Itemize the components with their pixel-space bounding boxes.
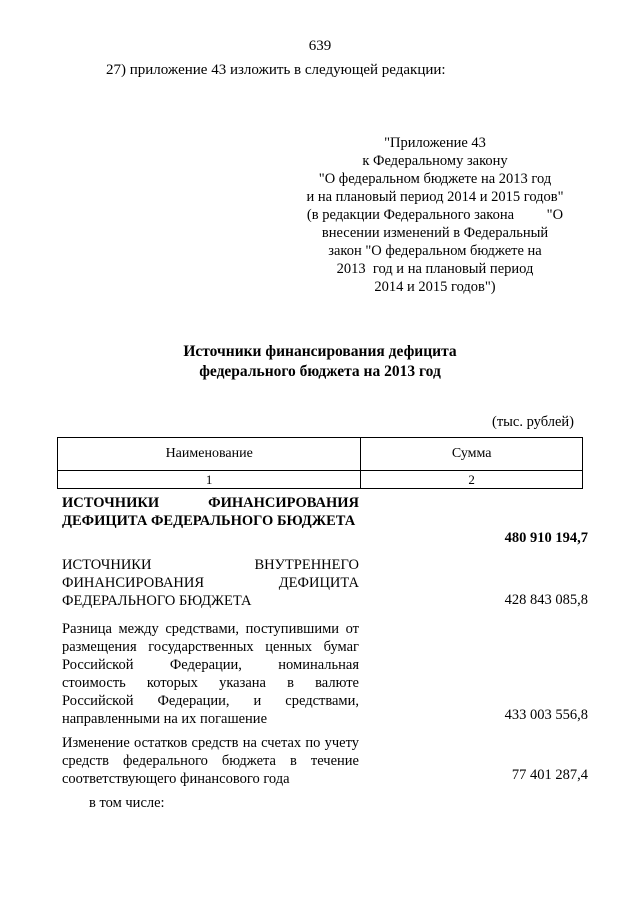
page-number: 639 bbox=[308, 38, 332, 54]
appendix-line: "Приложение 43 bbox=[384, 135, 486, 151]
appendix-line: (в редакции Федерального закона "О bbox=[306, 207, 564, 223]
row-name: ИСТОЧНИКИ ФИНАНСИРОВАНИЯ ДЕФИЦИТА ФЕДЕРАЛЬНОГО БЮДЖЕТА bbox=[62, 495, 359, 529]
amendment-instruction: 27) приложение 43 изложить в следующей редакции: bbox=[106, 62, 446, 78]
appendix-line: 2014 и 2015 годов") bbox=[374, 279, 496, 295]
document-title bbox=[0, 342, 640, 382]
title-line: Источники финансирования дефицита bbox=[183, 343, 457, 360]
title-line: федерального бюджета на 2013 год bbox=[199, 363, 441, 380]
appendix-line: 2013 год и на плановый период bbox=[336, 261, 534, 277]
row-name: Изменение остатков средств на счетах по учету средств федерального бюджета в течение соответствующего финансового года bbox=[62, 735, 359, 787]
column-number-2: 2 bbox=[361, 471, 583, 489]
table-header bbox=[57, 437, 583, 489]
column-header-name: Наименование bbox=[58, 438, 361, 471]
appendix-line: "О федеральном бюджете на 2013 год bbox=[318, 171, 552, 187]
appendix-header bbox=[270, 134, 600, 296]
including-label: в том числе: bbox=[89, 795, 165, 811]
appendix-line: и на плановый период 2014 и 2015 годов" bbox=[306, 189, 564, 205]
appendix-line: закон "О федеральном бюджете на bbox=[328, 243, 542, 259]
row-amount: 433 003 556,8 bbox=[504, 707, 588, 723]
row-amount: 77 401 287,4 bbox=[511, 767, 588, 783]
appendix-line: внесении изменений в Федеральный bbox=[321, 225, 549, 241]
column-number-1: 1 bbox=[58, 471, 361, 489]
row-amount: 480 910 194,7 bbox=[504, 530, 588, 546]
row-amount: 428 843 085,8 bbox=[504, 592, 588, 608]
row-name: Разница между средствами, поступившими от размещения государственных ценных бумаг Российской Федерации, номинальная стоимость которых указана в валюте Российской Федерации, и средствами, направленными на их погашение bbox=[62, 621, 359, 727]
appendix-line: к Федеральному закону bbox=[362, 153, 508, 169]
column-header-amount: Сумма bbox=[361, 438, 583, 471]
row-name: ИСТОЧНИКИ ВНУТРЕННЕГО ФИНАНСИРОВАНИЯ ДЕФИЦИТА ФЕДЕРАЛЬНОГО БЮДЖЕТА bbox=[62, 557, 359, 609]
units-label: (тыс. рублей) bbox=[492, 414, 574, 430]
